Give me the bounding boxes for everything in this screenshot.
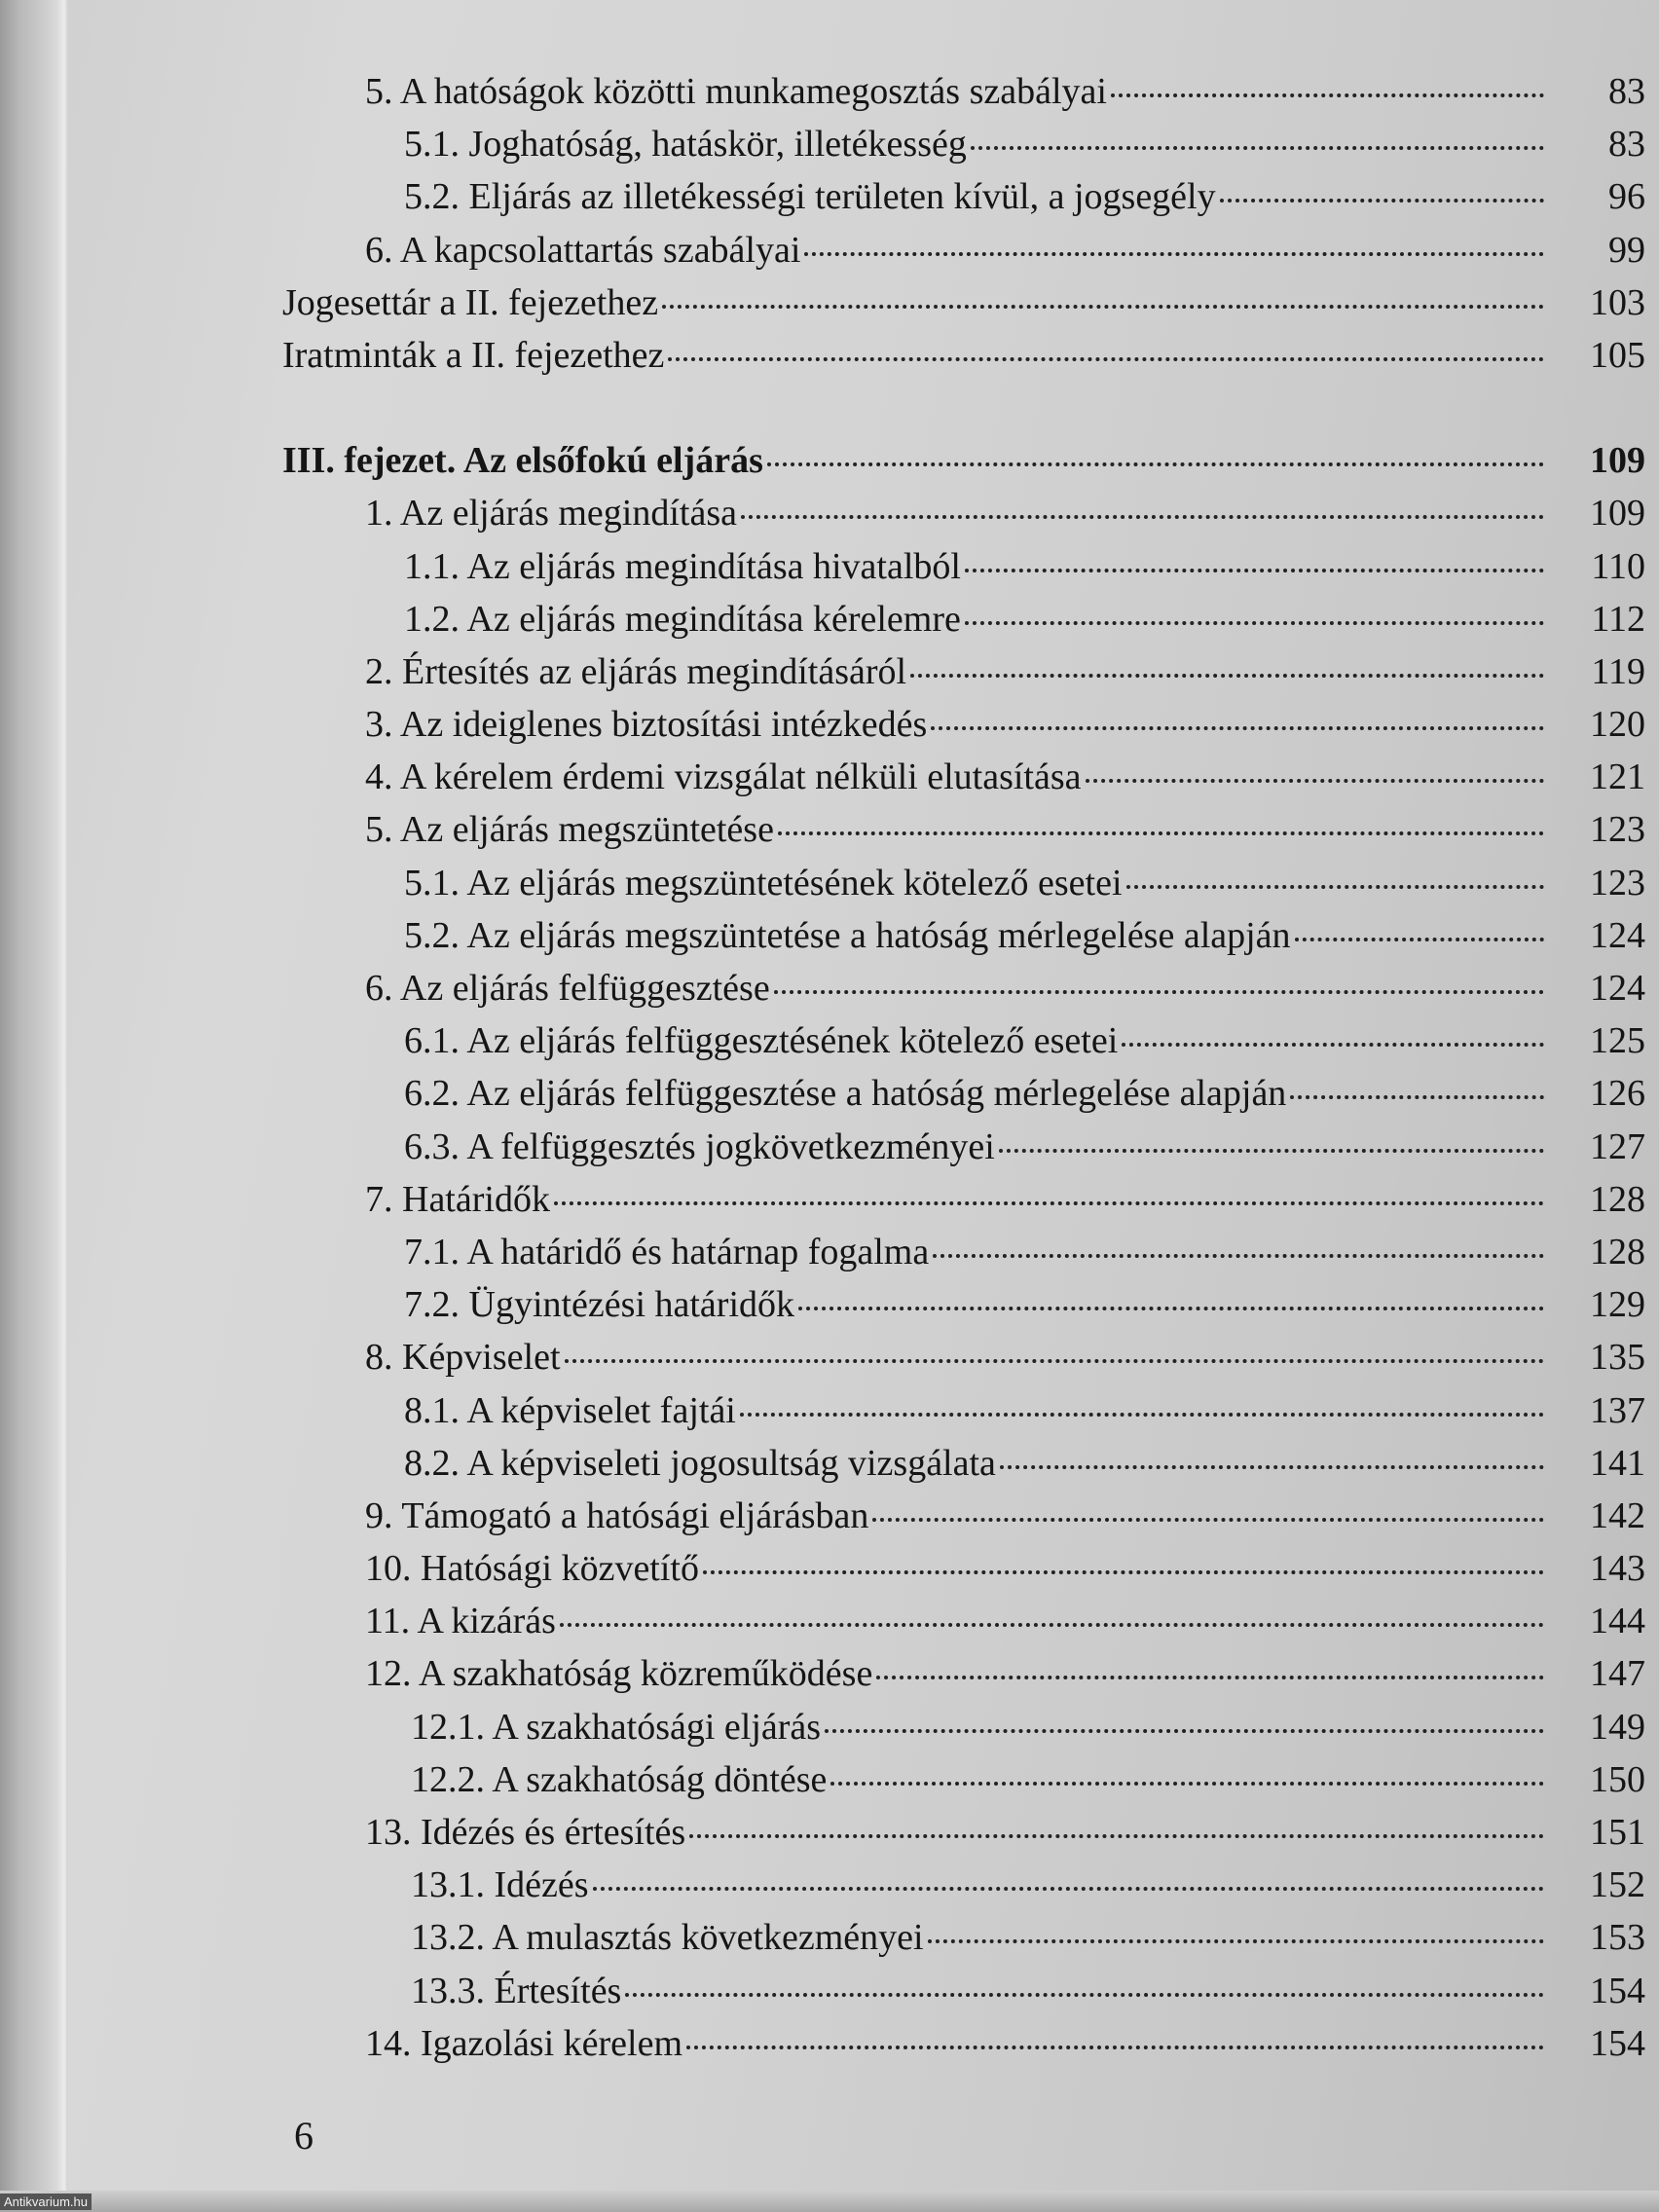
dot-leader: [565, 1359, 1544, 1363]
toc-entry: [0, 703, 1659, 756]
toc-entry-page: 141: [1590, 1442, 1645, 1484]
toc-entry: [0, 1494, 1659, 1547]
toc-entry-title: 12. A szakhatóság közreműködése: [365, 1653, 873, 1695]
table-of-contents: [0, 70, 1659, 2075]
toc-entry-page: 144: [1590, 1601, 1645, 1642]
toc-entry-title: 8.1. A képviselet fajtái: [404, 1389, 736, 1431]
toc-entry-page: 105: [1590, 334, 1645, 376]
toc-entry: [0, 1125, 1659, 1178]
dot-leader: [1111, 93, 1544, 97]
toc-entry-title: 1.1. Az eljárás megindítása hivatalból: [404, 545, 961, 587]
dot-leader: [910, 674, 1544, 678]
toc-entry-title: 13.3. Értesítés: [411, 1970, 622, 2011]
toc-entry-page: 147: [1590, 1653, 1645, 1695]
toc-entry-title: 2. Értesítés az eljárás megindításáról: [365, 650, 907, 692]
toc-entry-page: 154: [1590, 2022, 1645, 2064]
toc-entry-title: 3. Az ideiglenes biztosítási intézkedés: [365, 704, 928, 746]
dot-leader: [741, 515, 1544, 519]
dot-leader: [1220, 199, 1544, 203]
toc-entry-title: 6. Az eljárás felfüggesztése: [365, 968, 770, 1009]
toc-entry-page: 154: [1590, 1970, 1645, 2011]
toc-entry-page: 153: [1590, 1917, 1645, 1959]
toc-entry: [0, 2022, 1659, 2075]
toc-entry: [0, 1758, 1659, 1811]
toc-entry-page: 99: [1608, 229, 1645, 271]
toc-entry-page: 110: [1591, 545, 1645, 587]
toc-entry-title: 5.1. Joghatóság, hatáskör, illetékesség: [404, 124, 967, 166]
toc-entry-title: 11. A kizárás: [365, 1601, 556, 1642]
toc-entry-page: 125: [1590, 1020, 1645, 1062]
toc-entry-title: 1.2. Az eljárás megindítása kérelemre: [404, 598, 961, 640]
dot-leader: [1000, 1465, 1544, 1469]
toc-entry-title: Iratminták a II. fejezethez: [282, 334, 665, 376]
toc-entry-page: 149: [1590, 1706, 1645, 1748]
toc-entry-title: 8. Képviselet: [365, 1337, 561, 1379]
toc-entry-title: 13.1. Idézés: [411, 1864, 589, 1906]
toc-entry-title: 5.2. Az eljárás megszüntetése a hatóság mérlegelése alapján: [404, 914, 1291, 956]
dot-leader: [668, 357, 1544, 361]
toc-entry-page: 128: [1590, 1231, 1645, 1272]
toc-entry-title: 5.2. Eljárás az illetékességi területen kívül, a jogsegély: [404, 176, 1216, 218]
toc-entry: [0, 1970, 1659, 2022]
toc-entry: [0, 1231, 1659, 1283]
dot-leader: [830, 1782, 1544, 1786]
dot-leader: [933, 1254, 1544, 1258]
toc-entry-title: 6.3. A felfüggesztés jogkövetkezményei: [404, 1125, 995, 1167]
toc-entry-title: 6.2. Az eljárás felfüggesztése a hatóság mérlegelése alapján: [404, 1073, 1287, 1115]
dot-leader: [1290, 1095, 1544, 1099]
dot-leader: [767, 462, 1544, 466]
dot-leader: [872, 1518, 1544, 1522]
watermark: Antikvarium.hu: [0, 2194, 92, 2210]
dot-leader: [703, 1570, 1544, 1574]
dot-leader: [625, 1993, 1544, 1997]
toc-entry-page: 137: [1590, 1389, 1645, 1431]
toc-entry-title: 5. A hatóságok közötti munkamegosztás szabályai: [365, 71, 1107, 112]
toc-entry-title: 13.2. A mulasztás következményei: [411, 1917, 924, 1959]
dot-leader: [662, 305, 1544, 309]
toc-entry: [0, 1072, 1659, 1124]
dot-leader: [804, 252, 1544, 256]
dot-leader: [965, 621, 1544, 625]
toc-entry: [0, 70, 1659, 123]
toc-entry-title: 13. Idézés és értesítés: [365, 1812, 686, 1853]
page-bottom-edge: [0, 2191, 1659, 2212]
toc-entry-page: 103: [1590, 281, 1645, 323]
toc-entry: [0, 598, 1659, 650]
toc-entry: [0, 175, 1659, 228]
toc-entry-page: 124: [1590, 968, 1645, 1009]
toc-entry: [0, 808, 1659, 861]
toc-entry-page: 142: [1590, 1494, 1645, 1536]
dot-leader: [560, 1623, 1544, 1627]
toc-entry-page: 124: [1590, 914, 1645, 956]
toc-entry-title: 7.1. A határidő és határnap fogalma: [404, 1231, 930, 1272]
toc-entry: [0, 1178, 1659, 1231]
toc-entry: [0, 1283, 1659, 1336]
toc-entry-title: 6.1. Az eljárás felfüggesztésének kötelező esetei: [404, 1020, 1119, 1062]
toc-entry-page: 150: [1590, 1758, 1645, 1800]
dot-leader: [876, 1676, 1544, 1679]
toc-entry: [0, 1916, 1659, 1969]
toc-entry-title: 5.1. Az eljárás megszüntetésének kötelező esetei: [404, 862, 1123, 903]
toc-entry-title: 9. Támogató a hatósági eljárásban: [365, 1494, 869, 1536]
toc-entry: [0, 914, 1659, 967]
dot-leader: [825, 1729, 1544, 1733]
toc-entry: [0, 1652, 1659, 1705]
toc-entry: [0, 650, 1659, 703]
toc-entry: [0, 1336, 1659, 1388]
toc-entry-page: 119: [1591, 650, 1645, 692]
toc-entry: [0, 1389, 1659, 1442]
dot-leader: [740, 1413, 1544, 1417]
toc-entry: [0, 1706, 1659, 1758]
dot-leader: [965, 569, 1544, 572]
toc-entry-title: 1. Az eljárás megindítása: [365, 493, 737, 535]
toc-entry: [0, 1547, 1659, 1600]
toc-entry: [0, 1442, 1659, 1494]
toc-entry-page: 152: [1590, 1864, 1645, 1906]
dot-leader: [1126, 885, 1544, 889]
dot-leader: [971, 146, 1544, 150]
toc-entry-page: 112: [1591, 598, 1645, 640]
toc-entry-title: 12.1. A szakhatósági eljárás: [411, 1706, 822, 1748]
toc-entry-page: 128: [1590, 1178, 1645, 1220]
dot-leader: [774, 990, 1544, 994]
dot-leader: [1295, 938, 1544, 941]
toc-entry: [0, 1600, 1659, 1652]
dot-leader: [778, 831, 1544, 835]
toc-entry-page: 109: [1590, 440, 1645, 482]
toc-entry-page: 83: [1608, 71, 1645, 112]
dot-leader: [593, 1887, 1544, 1891]
dot-leader: [928, 1939, 1544, 1943]
toc-entry-page: 135: [1590, 1337, 1645, 1379]
toc-entry-title: 14. Igazolási kérelem: [365, 2022, 683, 2064]
dot-leader: [798, 1307, 1544, 1310]
toc-entry-page: 83: [1608, 124, 1645, 166]
toc-entry: [0, 1863, 1659, 1916]
dot-leader: [1122, 1043, 1544, 1047]
dot-leader: [1086, 779, 1545, 783]
dot-leader: [931, 726, 1544, 730]
toc-entry-page: 151: [1590, 1812, 1645, 1853]
toc-entry-title: 10. Hatósági közvetítő: [365, 1548, 699, 1590]
toc-entry: [0, 862, 1659, 914]
toc-entry: [0, 1811, 1659, 1863]
toc-entry-page: 120: [1590, 704, 1645, 746]
toc-entry: [0, 1019, 1659, 1072]
toc-entry-page: 127: [1590, 1125, 1645, 1167]
dot-leader: [999, 1149, 1544, 1153]
toc-entry-page: 96: [1608, 176, 1645, 218]
toc-entry-title: 6. A kapcsolattartás szabályai: [365, 229, 801, 271]
toc-entry-title: 7. Határidők: [365, 1178, 550, 1220]
toc-entry-title: 4. A kérelem érdemi vizsgálat nélküli elutasítása: [365, 756, 1082, 798]
toc-chapter-heading: [0, 439, 1659, 492]
dot-leader: [554, 1201, 1544, 1205]
toc-entry: [0, 492, 1659, 544]
toc-entry-title: 5. Az eljárás megszüntetése: [365, 809, 774, 851]
toc-entry: [0, 967, 1659, 1019]
dot-leader: [689, 1834, 1544, 1838]
toc-entry-page: 126: [1590, 1073, 1645, 1115]
toc-entry: [0, 756, 1659, 808]
toc-entry-page: 123: [1590, 809, 1645, 851]
dot-leader: [686, 2046, 1544, 2049]
toc-entry: [0, 229, 1659, 281]
toc-entry-title: 7.2. Ügyintézési határidők: [404, 1284, 795, 1326]
toc-entry-page: 109: [1590, 493, 1645, 535]
toc-entry: [0, 123, 1659, 175]
toc-entry-page: 123: [1590, 862, 1645, 903]
toc-entry-page: 129: [1590, 1284, 1645, 1326]
toc-entry-page: 143: [1590, 1548, 1645, 1590]
toc-entry: [0, 545, 1659, 598]
page-number: 6: [294, 2114, 313, 2157]
toc-entry: [0, 281, 1659, 334]
toc-entry-title: Jogesettár a II. fejezethez: [282, 281, 659, 323]
toc-entry-page: 121: [1590, 756, 1645, 798]
toc-entry-title: 8.2. A képviseleti jogosultság vizsgálata: [404, 1442, 996, 1484]
toc-entry-title: 12.2. A szakhatóság döntése: [411, 1758, 828, 1800]
toc-entry: [0, 334, 1659, 387]
toc-entry-title: III. fejezet. Az elsőfokú eljárás: [282, 440, 763, 482]
